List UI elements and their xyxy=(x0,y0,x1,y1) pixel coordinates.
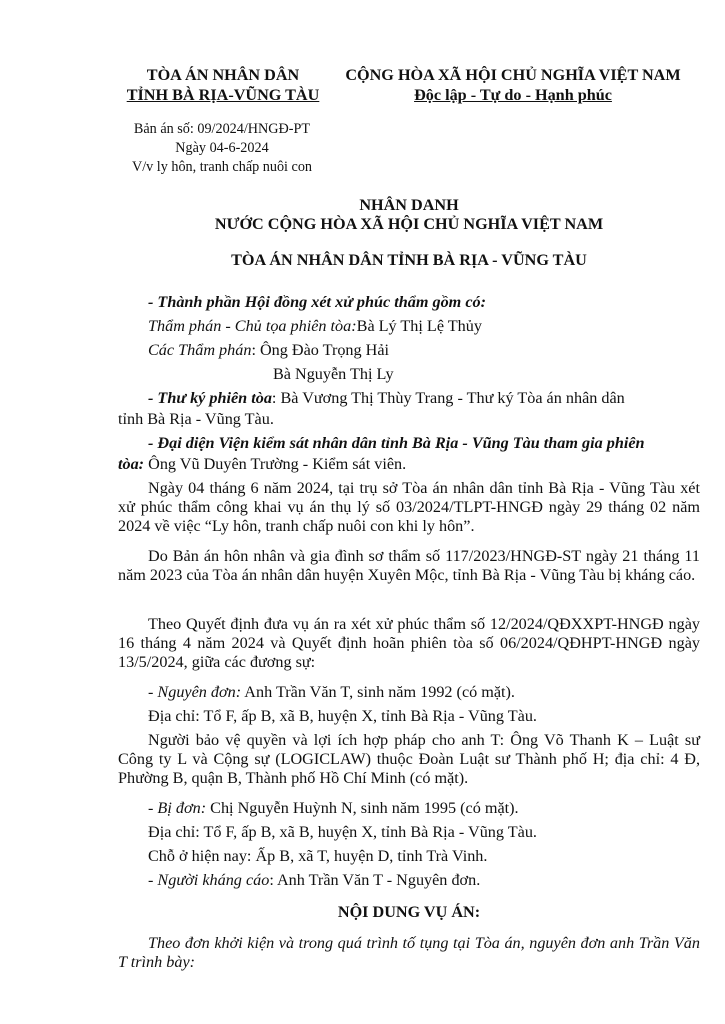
presiding-judge-label: Thẩm phán - Chủ tọa phiên tòa: xyxy=(148,317,357,335)
clerk xyxy=(148,389,625,408)
title-in-name-of: NHÂN DANH xyxy=(359,196,459,214)
clerk-value-line1: : Bà Vương Thị Thùy Trang - Thư ký Tòa án nhân dân xyxy=(271,389,625,407)
title-nation: NƯỚC CỘNG HÒA XÃ HỘI CHỦ NGHĨA VIỆT NAM xyxy=(214,215,604,233)
content-intro: Theo đơn khởi kiện và trong quá trình tố tụng tại Tòa án, nguyên đơn anh Trần Văn T trình bày: xyxy=(118,934,700,972)
defendant-label: - Bị đơn: xyxy=(148,799,207,817)
title-court: TÒA ÁN NHÂN DÂN TỈNH BÀ RỊA - VŨNG TÀU xyxy=(231,251,587,269)
judges-value-1: : Ông Đào Trọng Hải xyxy=(251,341,390,359)
presiding-judge-value: Bà Lý Thị Lệ Thủy xyxy=(356,317,482,335)
defendant-address: Địa chỉ: Tổ F, ấp B, xã B, huyện X, tỉnh Bà Rịa - Vũng Tàu. xyxy=(148,823,537,841)
plaintiff-lawyer: Người bảo vệ quyền và lợi ích hợp pháp cho anh T: Ông Võ Thanh K – Luật sư Công ty L và Cộng sự (LOGICLAW) thuộc Đoàn Luật sư Thành phố H; địa chỉ: 4 Đ, Phường B, quận B, Thành phố Hồ Chí Minh (có mặt). xyxy=(118,731,700,788)
prosecutor-label-line2: tòa: xyxy=(118,455,145,473)
clerk-value-line2: tỉnh Bà Rịa - Vũng Tàu. xyxy=(118,410,274,428)
case-subject: V/v ly hôn, tranh chấp nuôi con xyxy=(131,159,313,175)
plaintiff-address: Địa chỉ: Tổ F, ấp B, xã B, huyện X, tỉnh Bà Rịa - Vũng Tàu. xyxy=(148,707,537,725)
plaintiff xyxy=(148,683,515,702)
court-name-line2: TỈNH BÀ RỊA-VŨNG TÀU xyxy=(126,86,320,104)
prosecutor-label-line1: - Đại diện Viện kiểm sát nhân dân tỉnh Bà Rịa - Vũng Tàu tham gia phiên xyxy=(148,434,645,452)
defendant-current-address: Chỗ ở hiện nay: Ấp B, xã T, huyện D, tỉnh Trà Vinh. xyxy=(148,847,488,865)
paragraph-appeal: Do Bản án hôn nhân và gia đình sơ thẩm số 117/2023/HNGĐ-ST ngày 21 tháng 11 năm 2023 của Tòa án nhân dân huyện Xuyên Mộc, tỉnh Bà Rịa - Vũng Tàu bị kháng cáo. xyxy=(118,547,700,585)
case-number: Bản án số: 09/2024/HNGĐ-PT xyxy=(133,121,311,137)
judges xyxy=(148,341,389,360)
defendant-value: Chị Nguyễn Huỳnh N, sinh năm 1995 (có mặt). xyxy=(206,799,519,817)
judges-label: Các Thẩm phán xyxy=(148,341,252,359)
paragraph-hearing: Ngày 04 tháng 6 năm 2024, tại trụ sở Tòa án nhân dân tỉnh Bà Rịa - Vũng Tàu xét xử phúc thẩm công khai vụ án thụ lý số 03/2024/TLPT-HNGĐ ngày 29 tháng 02 năm 2024 về việc “Ly hôn, tranh chấp nuôi con khi ly hôn”. xyxy=(118,479,700,536)
case-date: Ngày 04-6-2024 xyxy=(175,140,269,156)
prosecutor xyxy=(118,455,406,474)
court-name-line1: TÒA ÁN NHÂN DÂN xyxy=(146,66,300,84)
plaintiff-value: Anh Trần Văn T, sinh năm 1992 (có mặt). xyxy=(241,683,515,701)
appellant xyxy=(148,871,480,890)
prosecutor-value: Ông Vũ Duyên Trường - Kiểm sát viên. xyxy=(144,455,407,473)
nation-motto xyxy=(318,86,708,105)
judges-value-2: Bà Nguyễn Thị Ly xyxy=(273,365,394,383)
appellant-label: - Người kháng cáo xyxy=(148,871,270,889)
presiding-judge xyxy=(148,317,482,336)
clerk-label: - Thư ký phiên tòa xyxy=(148,389,272,407)
nation-name: CỘNG HÒA XÃ HỘI CHỦ NGHĨA VIỆT NAM xyxy=(345,66,681,84)
plaintiff-label: - Nguyên đơn: xyxy=(148,683,242,701)
appellant-value: : Anh Trần Văn T - Nguyên đơn. xyxy=(269,871,481,889)
defendant xyxy=(148,799,519,818)
paragraph-decision: Theo Quyết định đưa vụ án ra xét xử phúc thẩm số 12/2024/QĐXXPT-HNGĐ ngày 16 tháng 4 năm 2024 và Quyết định hoãn phiên tòa số 06/2024/QĐHPT-HNGĐ ngày 13/5/2024, giữa các đương sự: xyxy=(118,615,700,672)
panel-heading: - Thành phần Hội đồng xét xử phúc thẩm gồm có: xyxy=(148,293,486,311)
content-heading: NỘI DUNG VỤ ÁN: xyxy=(337,903,481,921)
nation-motto-text: Độc lập - Tự do - Hạnh phúc xyxy=(414,86,612,104)
